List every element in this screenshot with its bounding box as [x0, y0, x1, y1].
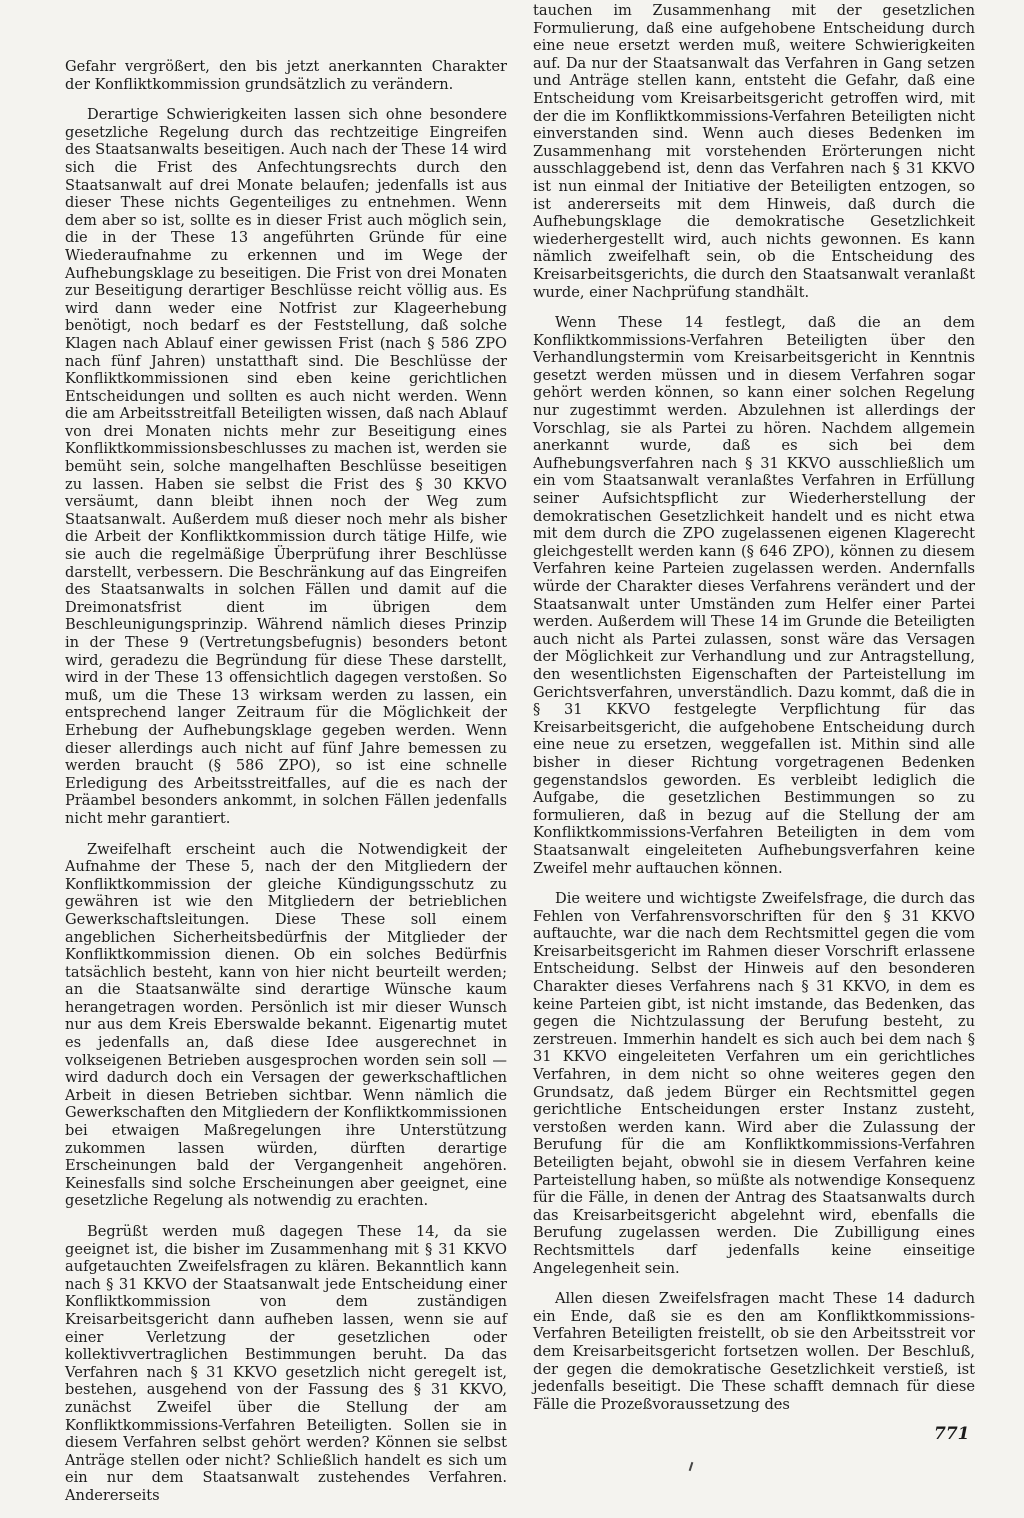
left-column: [65, 58, 507, 1518]
right-column: [533, 2, 975, 1426]
paragraph: Allen diesen Zweifelsfragen macht These 14 dadurch ein Ende, daß sie es den am Konfliktkommissions-Verfahren Beteiligten freistellt, ob sie den Arbeitsstreit vor dem Kreisarbeitsgericht fortsetzen wollen. Der Beschluß, der gegen die demokratische Gesetzlichkeit verstieß, ist jedenfalls beseitigt. Die These schafft demnach für diese Fälle die Prozeßvoraussetzung des: [533, 1290, 975, 1413]
paragraph: Die weitere und wichtigste Zweifelsfrage, die durch das Fehlen von Verfahrensvorschriften für den § 31 KKVO auftauchte, war die nach dem Rechtsmittel gegen die vom Kreisarbeitsgericht im Rahmen dieser Vorschrift erlassene Entscheidung. Selbst der Hinweis auf den besonderen Charakter dieses Verfahrens nach § 31 KKVO, in dem es keine Parteien gibt, ist nicht imstande, das Bedenken, das gegen die Nichtzulassung der Berufung besteht, zu zerstreuen. Immerhin handelt es sich auch bei dem nach § 31 KKVO eingeleiteten Verfahren um ein gerichtliches Verfahren, in dem nicht so ohne weiteres gegen den Grundsatz, daß jedem Bürger ein Rechtsmittel gegen gerichtliche Entscheidungen erster Instanz zusteht, verstoßen werden kann. Wird aber die Zulassung der Berufung für die am Konfliktkommissions-Verfahren Beteiligten bejaht, obwohl sie in diesem Verfahren keine Parteistellung haben, so müßte als notwendige Konsequenz für die Fälle, in denen der Antrag des Staatsanwalts durch das Kreisarbeitsgericht abgelehnt wird, ebenfalls die Berufung zugelassen werden. Die Zubilligung eines Rechtsmittels darf jedenfalls keine einseitige Angelegenheit sein.: [533, 890, 975, 1277]
paragraph: Gefahr vergrößert, den bis jetzt anerkannten Charakter der Konfliktkommission grundsätzlich zu verändern.: [65, 58, 507, 93]
paragraph: Derartige Schwierigkeiten lassen sich ohne besondere gesetzliche Regelung durch das rechtzeitige Eingreifen des Staatsanwalts beseitigen. Auch nach der These 14 wird sich die Frist des Anfechtungsrechts durch den Staatsanwalt auf drei Monate belaufen; jedenfalls ist aus dieser These nichts Gegenteiliges zu entnehmen. Wenn dem aber so ist, sollte es in dieser Frist auch möglich sein, die in der These 13 angeführten Gründe für eine Wiederaufnahme zu erkennen und im Wege der Aufhebungsklage zu beseitigen. Die Frist von drei Monaten zur Beseitigung derartiger Beschlüsse reicht völlig aus. Es wird dann weder eine Notfrist zur Klageerhebung benötigt, noch bedarf es der Feststellung, daß solche Klagen nach Ablauf einer gewissen Frist (nach § 586 ZPO nach fünf Jahren) unstatthaft sind. Die Beschlüsse der Konfliktkommissionen sind eben keine gerichtlichen Entscheidungen und sollten es auch nicht werden. Wenn die am Arbeitsstreitfall Beteiligten wissen, daß nach Ablauf von drei Monaten nichts mehr zur Beseitigung eines Konfliktkommissionsbeschlusses zu machen ist, werden sie bemüht sein, solche mangelhaften Beschlüsse beseitigen zu lassen. Haben sie selbst die Frist des § 30 KKVO versäumt, dann bleibt ihnen noch der Weg zum Staatsanwalt. Außerdem muß dieser noch mehr als bisher die Arbeit der Konfliktkommission durch tätige Hilfe, wie sie auch die regelmäßige Überprüfung ihrer Beschlüsse darstellt, verbessern. Die Beschränkung auf das Eingreifen des Staatsanwalts in solchen Fällen und damit auf die Dreimonatsfrist dient im übrigen dem Beschleunigungsprinzip. Während nämlich dieses Prinzip in der These 9 (Vertretungsbefugnis) besonders betont wird, geradezu die Begründung für diese These darstellt, wird in der These 13 offensichtlich dagegen verstoßen. So muß, um die These 13 wirksam werden zu lassen, ein entsprechend langer Zeitraum für die Möglichkeit der Erhebung der Aufhebungsklage gegeben werden. Wenn dieser allerdings auch nicht auf fünf Jahre bemessen zu werden braucht (§ 586 ZPO), so ist eine schnelle Erledigung des Arbeitsstreitfalles, auf die es nach der Präambel besonders ankommt, in solchen Fällen jedenfalls nicht mehr garantiert.: [65, 106, 507, 827]
paragraph: tauchen im Zusammenhang mit der gesetzlichen Formulierung, daß eine aufgehobene Entscheidung durch eine neue ersetzt werden muß, weitere Schwierigkeiten auf. Da nur der Staatsanwalt das Verfahren in Gang setzen und Anträge stellen kann, entsteht die Gefahr, daß eine Entscheidung vom Kreisarbeitsgericht getroffen wird, mit der die im Konfliktkommissions-Verfahren Beteiligten nicht einverstanden sind. Wenn auch dieses Bedenken im Zusammenhang mit vorstehenden Erörterungen nicht ausschlaggebend ist, denn das Verfahren nach § 31 KKVO ist nun einmal der Initiative der Beteiligten entzogen, so ist andererseits mit dem Hinweis, daß durch die Aufhebungsklage die demokratische Gesetzlichkeit wiederhergestellt wird, auch nichts gewonnen. Es kann nämlich zweifelhaft sein, ob die Entscheidung des Kreisarbeitsgerichts, die durch den Staatsanwalt veranlaßt wurde, einer Nachprüfung standhält.: [533, 2, 975, 301]
print-speck: [689, 1462, 694, 1471]
paragraph: Begrüßt werden muß dagegen These 14, da sie geeignet ist, die bisher im Zusammenhang mit § 31 KKVO aufgetauchten Zweifelsfragen zu klären. Bekanntlich kann nach § 31 KKVO der Staatsanwalt jede Entscheidung einer Konfliktkommission von dem zuständigen Kreisarbeitsgericht dann aufheben lassen, wenn sie auf einer Verletzung der gesetzlichen oder kollektivvertraglichen Bestimmungen beruht. Da das Verfahren nach § 31 KKVO gesetzlich nicht geregelt ist, bestehen, ausgehend von der Fassung des § 31 KKVO, zunächst Zweifel über die Stellung der am Konfliktkommissions-Verfahren Beteiligten. Sollen sie in diesem Verfahren selbst gehört werden? Können sie selbst Anträge stellen oder nicht? Schließlich handelt es sich um ein nur dem Staatsanwalt zustehendes Verfahren. Andererseits: [65, 1223, 507, 1504]
paragraph: Wenn These 14 festlegt, daß die an dem Konfliktkommissions-Verfahren Beteiligten über den Verhandlungstermin vom Kreisarbeitsgericht in Kenntnis gesetzt werden müssen und in diesem Verfahren sogar gehört werden können, so kann einer solchen Regelung nur zugestimmt werden. Abzulehnen ist allerdings der Vorschlag, sie als Partei zu hören. Nachdem allgemein anerkannt wurde, daß es sich bei dem Aufhebungsverfahren nach § 31 KKVO ausschließlich um ein vom Staatsanwalt veranlaßtes Verfahren in Erfüllung seiner Aufsichtspflicht zur Wiederherstellung der demokratischen Gesetzlichkeit handelt und es nicht etwa mit dem durch die ZPO zugelassenen eigenen Klagerecht gleichgestellt werden kann (§ 646 ZPO), können zu diesem Verfahren keine Parteien zugelassen werden. Andernfalls würde der Charakter dieses Verfahrens verändert und der Staatsanwalt unter Umständen zum Helfer einer Partei werden. Außerdem will These 14 im Grunde die Beteiligten auch nicht als Partei zulassen, sonst wäre das Versagen der Möglichkeit zur Verhandlung und zur Antragstellung, den wesentlichsten Eigenschaften der Parteistellung im Gerichtsverfahren, unverständlich. Dazu kommt, daß die in § 31 KKVO festgelegte Verpflichtung für das Kreisarbeitsgericht, die aufgehobene Entscheidung durch eine neue zu ersetzen, weggefallen ist. Mithin sind alle bisher in dieser Richtung vorgetragenen Bedenken gegenstandslos geworden. Es verbleibt lediglich die Aufgabe, die gesetzlichen Bestimmungen so zu formulieren, daß in bezug auf die Stellung der am Konfliktkommissions-Verfahren Beteiligten in dem vom Staatsanwalt eingeleiteten Aufhebungsverfahren keine Zweifel mehr auftauchen können.: [533, 314, 975, 877]
page-number: 771: [934, 1424, 970, 1444]
paragraph: Zweifelhaft erscheint auch die Notwendigkeit der Aufnahme der These 5, nach der den Mitgliedern der Konfliktkommission der gleiche Kündigungsschutz zu gewähren ist wie den Mitgliedern der betrieblichen Gewerkschaftsleitungen. Diese These soll einem angeblichen Sicherheitsbedürfnis der Mitglieder der Konfliktkommission dienen. Ob ein solches Bedürfnis tatsächlich besteht, kann von hier nicht beurteilt werden; an die Staatsanwälte sind derartige Wünsche kaum herangetragen worden. Persönlich ist mir dieser Wunsch nur aus dem Kreis Eberswalde bekannt. Eigenartig mutet es jedenfalls an, daß diese Idee ausgerechnet in volkseigenen Betrieben ausgesprochen worden sein soll — wird dadurch doch ein Versagen der gewerkschaftlichen Arbeit in diesen Betrieben sichtbar. Wenn nämlich die Gewerkschaften den Mitgliedern der Konfliktkommissionen bei etwaigen Maßregelungen ihre Unterstützung zukommen lassen würden, dürften derartige Erscheinungen bald der Vergangenheit angehören. Keinesfalls sind solche Erscheinungen aber geeignet, eine gesetzliche Regelung als notwendig zu erachten.: [65, 840, 507, 1210]
